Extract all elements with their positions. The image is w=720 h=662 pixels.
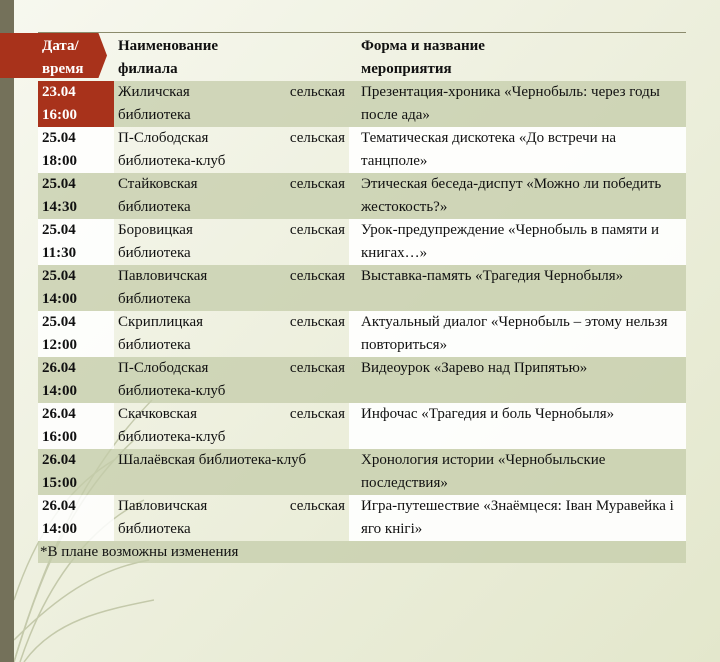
table-header-row	[38, 33, 686, 82]
table-row	[38, 265, 686, 311]
header-event: Форма и название мероприятия	[357, 33, 686, 82]
row-date-time: 26.04 14:00	[38, 357, 114, 403]
row-event: Урок-предупреждение «Чернобыль в памяти и книгах…»	[357, 219, 686, 265]
row-branch: Павловичская сельская библиотека	[118, 498, 345, 537]
row-branch: Жиличская сельская библиотека	[114, 81, 349, 127]
row-branch: Шалаёвская библиотека-клуб	[114, 449, 349, 495]
table-row	[38, 495, 686, 541]
row-event: Тематическая дискотека «До встречи на танцполе»	[357, 127, 686, 173]
table-row	[38, 127, 686, 173]
row-event: Актуальный диалог «Чернобыль – этому нельзя повториться»	[357, 311, 686, 357]
row-event: Хронология истории «Чернобыльские последствия»	[357, 449, 686, 495]
row-branch: Боровицкая сельская библиотека	[118, 222, 345, 261]
row-branch: Стайковская сельская библиотека	[114, 173, 349, 219]
table-row	[38, 403, 686, 449]
row-date-time: 23.04 16:00	[38, 81, 114, 127]
header-date-time: Дата/ время	[38, 33, 114, 82]
footnote: *В плане возможны изменения	[38, 541, 686, 563]
row-date-time: 25.04 18:00	[38, 127, 114, 173]
row-date-time: 26.04 16:00	[38, 403, 114, 449]
row-branch: Павловичская сельская библиотека	[114, 265, 349, 311]
table-row	[38, 311, 686, 357]
row-branch: Скриплицкая сельская библиотека	[118, 314, 345, 353]
table-row	[38, 219, 686, 265]
table-row	[38, 81, 686, 127]
row-event: Инфочас «Трагедия и боль Чернобыля»	[357, 403, 686, 449]
row-date-time: 26.04 14:00	[38, 495, 114, 541]
row-date-time: 25.04 11:30	[38, 219, 114, 265]
table-row	[38, 449, 686, 495]
row-date-time: 26.04 15:00	[38, 449, 114, 495]
row-branch: Скачковская сельская библиотека-клуб	[118, 406, 345, 445]
row-branch: П-Слободская сельская библиотека-клуб	[114, 357, 349, 403]
row-date-time: 25.04 12:00	[38, 311, 114, 357]
row-event: Выставка-память «Трагедия Чернобыля»	[357, 265, 686, 311]
row-event: Презентация-хроника «Чернобыль: через годы после ада»	[357, 81, 686, 127]
table-row	[38, 173, 686, 219]
table-row	[38, 357, 686, 403]
row-event: Этическая беседа-диспут «Можно ли победить жестокость?»	[357, 173, 686, 219]
header-branch: Наименование филиала	[114, 33, 349, 82]
row-date-time: 25.04 14:00	[38, 265, 114, 311]
row-branch: П-Слободская сельская библиотека-клуб	[118, 130, 345, 169]
footnote-row	[38, 541, 686, 563]
left-sidebar-bar	[0, 0, 14, 662]
row-event: Игра-путешествие «Знаёмцеся: Іван Муравейка і яго кнігі»	[357, 495, 686, 541]
row-date-time: 25.04 14:30	[38, 173, 114, 219]
row-event: Видеоурок «Зарево над Припятью»	[357, 357, 686, 403]
schedule-table	[38, 32, 686, 563]
